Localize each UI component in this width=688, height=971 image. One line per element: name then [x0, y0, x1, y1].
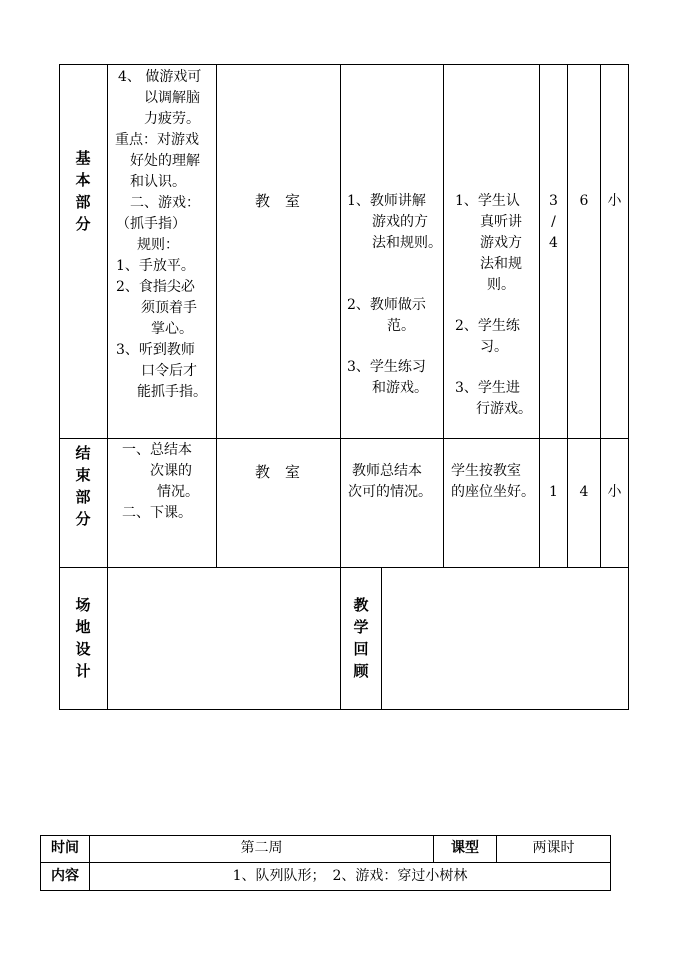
ending-intensity: 小 [607, 484, 622, 500]
ending-time: 1 [549, 484, 558, 500]
basic-section-heading: 基 本 部 分 [75, 149, 91, 233]
content-value: 1、队列队形； 2、游戏：穿过小树林 [232, 868, 468, 884]
time-value: 第二周 [240, 840, 283, 856]
type-label: 课型 [451, 840, 479, 856]
venue-design-area[interactable] [108, 568, 340, 709]
ending-section-heading: 结 束 部 分 [75, 444, 91, 528]
ending-count: 4 [579, 484, 589, 500]
time-label: 时间 [51, 840, 79, 856]
basic-time: 3 / 4 [549, 193, 558, 251]
teaching-review-heading: 教 学 回 顾 [353, 596, 369, 680]
basic-count: 6 [579, 193, 589, 209]
venue-design-heading: 场 地 设 计 [75, 596, 91, 680]
content-label: 内容 [51, 868, 79, 884]
basic-location: 教 室 [255, 192, 301, 210]
basic-intensity: 小 [607, 193, 622, 209]
teaching-review-area[interactable] [382, 568, 628, 709]
ending-location: 教 室 [255, 463, 301, 481]
type-value: 两课时 [532, 840, 575, 856]
